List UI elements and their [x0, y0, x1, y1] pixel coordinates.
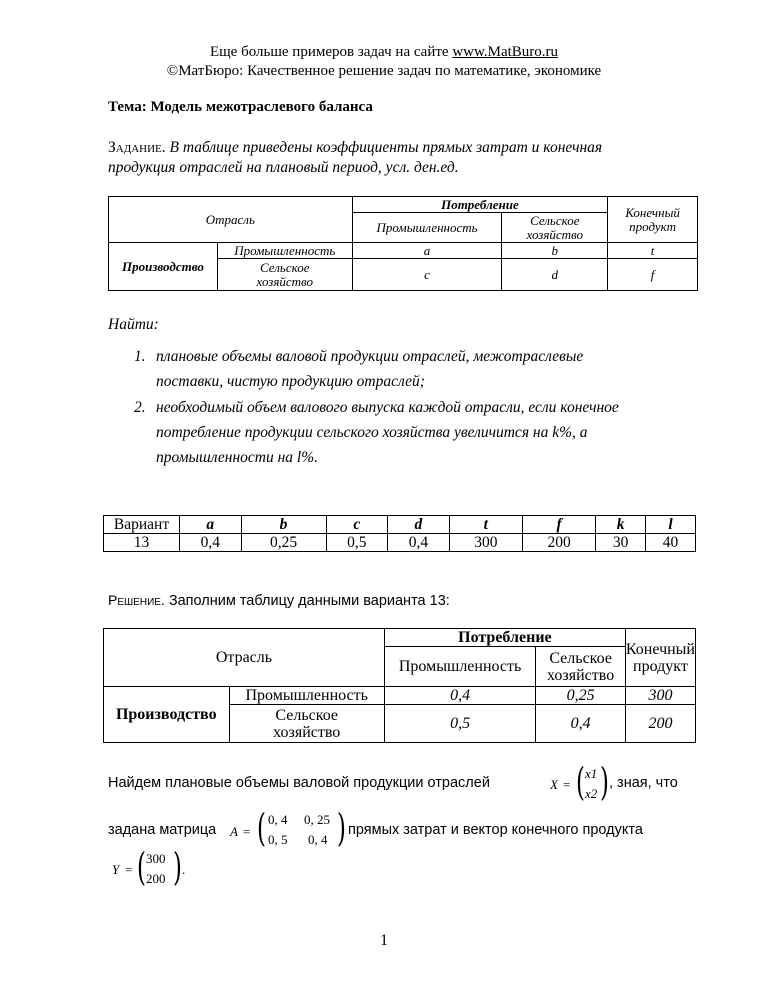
task-label: Задание.: [108, 139, 166, 156]
industry-header: Промышленность: [352, 213, 502, 243]
find-list: [108, 344, 728, 470]
a-equals: =: [243, 824, 251, 839]
final-product-header-2: Конечный продукт: [625, 629, 695, 687]
cell-d-value: 0,4: [536, 705, 626, 743]
header-t: t: [449, 516, 522, 534]
header-b: b: [241, 516, 326, 534]
y-equals: =: [125, 862, 133, 877]
y1: 300: [146, 851, 166, 866]
cell-b-value: 0,25: [536, 687, 626, 705]
branch-header-2: Отрасль: [104, 629, 385, 687]
task-paragraph: [108, 138, 602, 178]
cell-c: c: [352, 259, 502, 291]
y-symbol: Y: [112, 862, 120, 877]
cell-t: t: [608, 243, 698, 259]
header-text: Еще больше примеров задач на сайте: [209, 44, 453, 60]
find-item-1: 1. плановые объемы валовой продукции отраслей, межотраслевые поставки, чистую продукцию отраслей;: [134, 348, 584, 390]
consumption-header: Потребление: [352, 197, 607, 213]
y-dot: .: [182, 862, 186, 877]
text-line-2b: прямых затрат и вектор конечного продукта: [348, 822, 643, 838]
task-text-2: продукция отраслей на плановый период, усл. ден.ед.: [108, 159, 459, 176]
value-d: 0,4: [388, 534, 450, 552]
x2: x2: [585, 786, 598, 801]
value-k: 30: [596, 534, 646, 552]
x-right-paren: ): [599, 760, 609, 804]
a22: 0, 4: [308, 832, 328, 847]
x-left-paren: (: [575, 760, 585, 804]
value-f: 200: [522, 534, 595, 552]
variant-header-row: [104, 516, 696, 534]
text-line-1b: , зная, что: [609, 775, 678, 791]
cell-f: f: [608, 259, 698, 291]
value-a: 0,4: [180, 534, 242, 552]
agriculture-header: Сельское хозяйство: [502, 213, 608, 243]
text-line-1a: Найдем плановые объемы валовой продукции отраслей: [108, 775, 490, 791]
cell-a-value: 0,4: [384, 687, 535, 705]
topic-title: Тема: Модель межотраслевого баланса: [108, 99, 373, 115]
cell-f-value: 200: [625, 705, 695, 743]
y2: 200: [146, 871, 166, 886]
value-l: 40: [646, 534, 696, 552]
a-left-paren: (: [256, 806, 266, 850]
header-d: d: [388, 516, 450, 534]
site-header-line1: [0, 44, 768, 61]
agriculture-header-2: Сельское хозяйство: [536, 647, 626, 687]
cell-d: d: [502, 259, 608, 291]
find-title: Найти:: [108, 316, 159, 333]
text-line-2a: задана матрица: [108, 822, 217, 838]
cell-a: a: [352, 243, 502, 259]
a-symbol: A: [230, 824, 238, 839]
industry-header-2: Промышленность: [384, 647, 535, 687]
row-industry-label-2: Промышленность: [229, 687, 384, 705]
cell-t-value: 300: [625, 687, 695, 705]
site-header-line2: ©МатБюро: Качественное решение задач по математике, экономике: [166, 63, 602, 79]
value-t: 300: [449, 534, 522, 552]
find-item-2: 2. необходимый объем валового выпуска каждой отрасли, если конечное потребление продукции сельского хозяйства увеличится на k%, а промышленности на l%.: [134, 399, 619, 466]
variant-value-row: [104, 534, 696, 552]
header-f: f: [522, 516, 595, 534]
header-k: k: [596, 516, 646, 534]
value-b: 0,25: [241, 534, 326, 552]
production-label: Производство: [109, 243, 218, 291]
a12: 0, 25: [304, 812, 330, 827]
x-equals: =: [563, 777, 571, 792]
header-a: a: [180, 516, 242, 534]
consumption-header-2: Потребление: [384, 629, 625, 647]
variant-header: Вариант: [104, 516, 180, 534]
y-left-paren: (: [136, 845, 146, 889]
page-number: 1: [380, 932, 388, 949]
row-agriculture-label: Сельское хозяйство: [217, 259, 352, 291]
solution-label: Решение.: [108, 592, 165, 608]
y-right-paren: ): [172, 845, 182, 889]
cell-c-value: 0,5: [384, 705, 535, 743]
final-product-header: Конечный продукт: [608, 197, 698, 243]
task-text-1: В таблице приведены коэффициенты прямых затрат и конечная: [165, 139, 603, 156]
site-link[interactable]: www.MatBuro.ru: [452, 44, 559, 60]
a21: 0, 5: [268, 832, 288, 847]
row-industry-label: Промышленность: [217, 243, 352, 259]
production-label-2: Производство: [104, 687, 230, 743]
x1: x1: [585, 766, 598, 781]
row-agriculture-label-2: Сельское хозяйство: [229, 705, 384, 743]
header-l: l: [646, 516, 696, 534]
x-symbol: X: [550, 777, 558, 792]
cell-b: b: [502, 243, 608, 259]
a-right-paren: ): [336, 806, 346, 850]
solution-text: Заполним таблицу данными варианта 13:: [164, 593, 450, 609]
header-c: c: [326, 516, 388, 534]
value-variant: 13: [104, 534, 180, 552]
solution-paragraph: [108, 592, 450, 609]
value-c: 0,5: [326, 534, 388, 552]
filled-table: [103, 628, 696, 743]
input-table: [108, 196, 698, 291]
a11: 0, 4: [268, 812, 288, 827]
branch-header: Отрасль: [109, 197, 353, 243]
variant-table: [103, 515, 696, 552]
